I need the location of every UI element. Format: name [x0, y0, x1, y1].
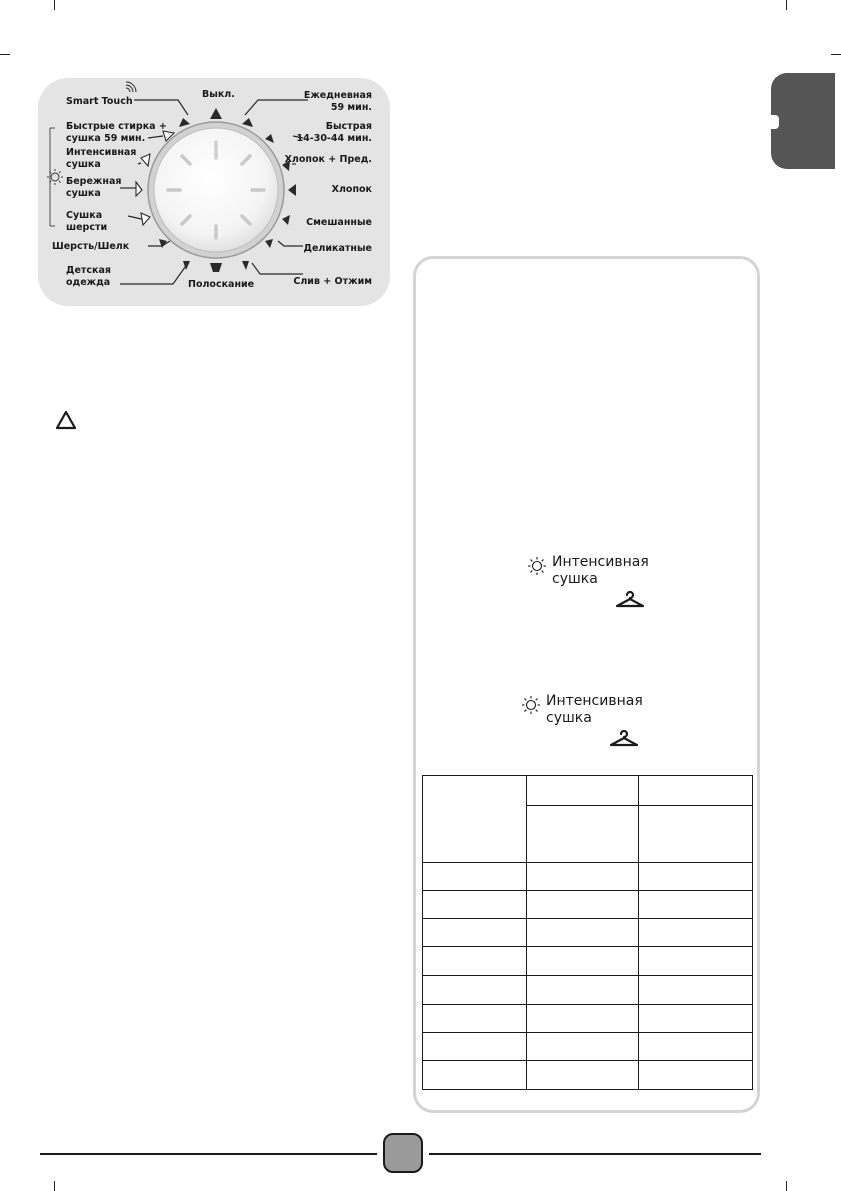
sun-icon — [527, 556, 547, 576]
dial-label-cotton-prewash: Хлопок + Пред. — [284, 154, 372, 165]
drying-table — [422, 775, 753, 1090]
table-cell — [527, 863, 639, 891]
crop-mark-top-right-v — [786, 0, 787, 10]
crop-mark-bottom-left-v — [54, 1181, 55, 1191]
table-row — [423, 1033, 753, 1061]
table-cell — [527, 1061, 639, 1090]
table-header-cell — [527, 806, 639, 863]
table-row — [423, 947, 753, 976]
dial-label-wool-dry: Сушка шерсти — [66, 210, 108, 233]
dial-label-cotton: Хлопок — [331, 184, 372, 195]
program-name-line2: сушка — [552, 571, 598, 587]
table-cell — [423, 1033, 527, 1061]
table-cell — [527, 947, 639, 976]
language-tab — [771, 73, 835, 169]
table-row — [423, 919, 753, 947]
table-header-cell — [527, 776, 639, 806]
dial-label-wash-dry-59: Быстрые стирка + сушка 59 мин. — [66, 121, 167, 144]
table-cell — [423, 891, 527, 919]
hanger-icon — [608, 729, 640, 747]
crop-mark-top-right-h — [831, 54, 841, 55]
dial-label-wool-silk: Шерсть/Шелк — [52, 241, 130, 252]
table-header-cell — [423, 776, 527, 863]
table-cell — [527, 1005, 639, 1033]
table-header-cell — [639, 806, 753, 863]
table-cell — [527, 891, 639, 919]
table-cell — [423, 947, 527, 976]
table-header-row — [423, 776, 753, 806]
footer-rule-right — [429, 1153, 761, 1155]
table-cell — [639, 1033, 753, 1061]
dial-label-gentle-dry: Бережная сушка — [66, 176, 122, 199]
dial-label-mixed: Смешанные — [306, 217, 372, 228]
footer-rule-left — [40, 1153, 377, 1155]
table-cell — [423, 1005, 527, 1033]
table-cell — [423, 1061, 527, 1090]
dial-label-baby-clothes: Детская одежда — [66, 265, 111, 288]
table-cell — [639, 1061, 753, 1090]
program-name-line1: Интенсивная — [546, 693, 643, 709]
program-dial-panel — [38, 78, 390, 306]
program-name — [552, 554, 649, 588]
dial-label-delicates: Деликатные — [303, 243, 372, 254]
table-cell — [639, 947, 753, 976]
dial-label-drain-spin: Слив + Отжим — [293, 276, 372, 287]
hanger-icon — [614, 590, 646, 608]
table-cell — [423, 976, 527, 1005]
table-row — [423, 1005, 753, 1033]
table-cell — [423, 919, 527, 947]
table-row — [423, 891, 753, 919]
table-cell — [639, 863, 753, 891]
warning-triangle-icon — [55, 410, 77, 430]
page-number-badge — [383, 1133, 423, 1173]
sun-icon — [47, 169, 63, 185]
table-cell — [639, 1005, 753, 1033]
program-name — [546, 693, 643, 727]
table-cell — [527, 976, 639, 1005]
table-header-cell — [639, 776, 753, 806]
crop-mark-top-left-v — [54, 0, 55, 10]
table-cell — [527, 919, 639, 947]
table-cell — [639, 919, 753, 947]
dial-label-off: Выкл. — [202, 89, 235, 100]
dial-label-rinse: Полоскание — [188, 279, 255, 290]
table-cell — [423, 863, 527, 891]
crop-mark-bottom-right-v — [786, 1181, 787, 1191]
table-row — [423, 1061, 753, 1090]
wireless-signal-icon — [126, 82, 136, 92]
dial-label-quick: Быстрая 14-30-44 мин. — [296, 121, 372, 144]
intensive-dry-program-2 — [521, 693, 661, 753]
dial-label-smart-touch: Smart Touch — [66, 96, 133, 107]
table-cell — [639, 976, 753, 1005]
table-cell — [639, 891, 753, 919]
crop-mark-top-left-h — [0, 54, 10, 55]
dial-label-daily-59: Ежедневная 59 мин. — [303, 90, 372, 113]
table-row — [423, 976, 753, 1005]
sun-icon — [521, 695, 541, 715]
program-name-line1: Интенсивная — [552, 554, 649, 570]
dial-label-intensive-dry: Интенсивная сушка — [66, 147, 137, 170]
program-name-line2: сушка — [546, 710, 592, 726]
intensive-dry-program-1 — [527, 554, 667, 614]
table-cell — [527, 1033, 639, 1061]
table-row — [423, 863, 753, 891]
